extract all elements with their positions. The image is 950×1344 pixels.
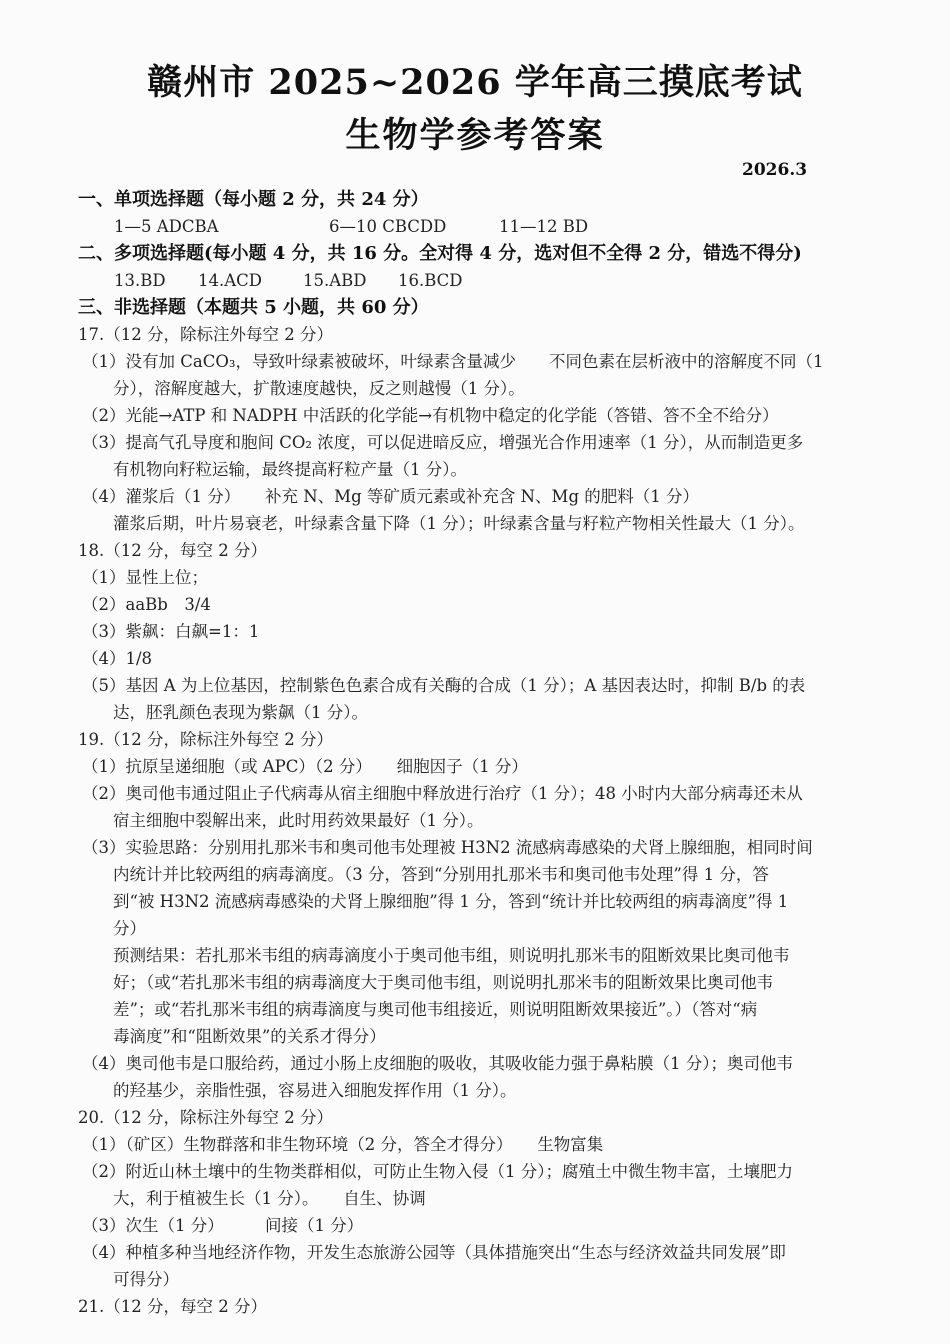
answer-line: （3）提高气孔导度和胞间 CO₂ 浓度，可以促进暗反应，增强光合作用速率（1 分），从而制造更多 bbox=[82, 433, 804, 452]
answer-line: （2）附近山林土壤中的生物类群相似，可防止生物入侵（1 分）；腐殖土中微生物丰富，土壤肥力 bbox=[82, 1162, 793, 1181]
answer-line: 有机物向籽粒运输，最终提高籽粒产量（1 分）。 bbox=[113, 460, 467, 479]
answer-line: （1）显性上位； bbox=[82, 568, 208, 587]
document-body bbox=[78, 186, 878, 1320]
answer-line: （3）紫飙：白飙=1：1 bbox=[82, 622, 260, 641]
answer-line: （1）（矿区）生物群落和非生物环境（2 分，答全才得分） 生物富集 bbox=[82, 1135, 604, 1154]
answer-line: （5）基因 A 为上位基因，控制紫色色素合成有关酶的合成（1 分）；A 基因表达时，抑制 B/b 的表 bbox=[82, 676, 806, 695]
answer-line: （1）抗原呈递细胞（或 APC）（2 分） 细胞因子（1 分） bbox=[82, 757, 528, 776]
answer-line: （4）奥司他韦是口服给药，通过小肠上皮细胞的吸收，其吸收能力强于鼻粘膜（1 分）；奥司他韦 bbox=[82, 1054, 793, 1073]
answer-group: 6—10 CBCDD bbox=[329, 217, 447, 236]
answer-line: （4）1/8 bbox=[82, 649, 153, 668]
answer-line: （4）灌浆后（1 分） 补充 N、Mg 等矿质元素或补充含 N、Mg 的肥料（1 分） bbox=[82, 487, 700, 506]
answer-line: 到“被 H3N2 流感病毒感染的犬肾上腺细胞”得 1 分，答到“统计并比较两组的病毒滴度”得 1 bbox=[113, 892, 789, 911]
question-21-header: 21.（12 分，每空 2 分） bbox=[78, 1297, 267, 1316]
answer-line: （1）没有加 CaCO₃，导致叶绿素被破坏，叶绿素含量减少 不同色素在层析液中的溶解度不同（1 bbox=[82, 352, 824, 371]
answer-group: 13.BD bbox=[114, 271, 166, 290]
answer-line: 分），溶解度越大，扩散速度越快，反之则越慢（1 分）。 bbox=[113, 379, 525, 398]
answer-line: 可得分） bbox=[113, 1270, 179, 1289]
section-2-answers bbox=[78, 267, 878, 294]
answer-line: 内统计并比较两组的病毒滴度。（3 分，答到“分别用扎那米韦和奥司他韦处理”得 1 分，答 bbox=[113, 865, 769, 884]
answer-line: 宿主细胞中裂解出来，此时用药效果最好（1 分）。 bbox=[113, 811, 484, 830]
question-20-header: 20.（12 分，除标注外每空 2 分） bbox=[78, 1108, 333, 1127]
answer-line: （3）次生（1 分） 间接（1 分） bbox=[82, 1216, 364, 1235]
answer-line: （3）实验思路：分别用扎那米韦和奥司他韦处理被 H3N2 流感病毒感染的犬肾上腺细胞，相同时间 bbox=[82, 838, 813, 857]
question-17-header: 17.（12 分，除标注外每空 2 分） bbox=[78, 325, 333, 344]
answer-group: 11—12 BD bbox=[499, 217, 589, 236]
answer-line: （2）光能→ATP 和 NADPH 中活跃的化学能→有机物中稳定的化学能（答错、答不全不给分） bbox=[82, 406, 779, 425]
document-title: 赣州市 2025~2026 学年高三摸底考试 bbox=[147, 62, 803, 103]
section-3-heading: 三、非选择题（本题共 5 小题，共 60 分） bbox=[78, 297, 429, 318]
answer-line: 分） bbox=[113, 919, 146, 938]
answer-line: 大，利于植被生长（1 分）。 自生、协调 bbox=[113, 1189, 426, 1208]
question-18-header: 18.（12 分，每空 2 分） bbox=[78, 541, 267, 560]
answer-line: （4）种植多种当地经济作物，开发生态旅游公园等（具体措施突出“生态与经济效益共同发展”即 bbox=[82, 1243, 786, 1262]
section-2-heading: 二、多项选择题(每小题 4 分，共 16 分。全对得 4 分，选对但不全得 2 分，错选不得分) bbox=[78, 243, 802, 264]
answer-line: 差”；或“若扎那米韦组的病毒滴度与奥司他韦组接近，则说明阻断效果接近”。）（答对“病 bbox=[113, 1000, 758, 1019]
answer-line: （2）奥司他韦通过阻止子代病毒从宿主细胞中释放进行治疗（1 分）；48 小时内大部分病毒还未从 bbox=[82, 784, 803, 803]
document-date: 2026.3 bbox=[742, 160, 808, 180]
question-19-header: 19.（12 分，除标注外每空 2 分） bbox=[78, 730, 333, 749]
answer-line: 好；（或“若扎那米韦组的病毒滴度大于奥司他韦组，则说明扎那米韦的阻断效果比奥司他韦 bbox=[113, 973, 774, 992]
answer-line: 预测结果：若扎那米韦组的病毒滴度小于奥司他韦组，则说明扎那米韦的阻断效果比奥司他韦 bbox=[113, 946, 790, 965]
answer-group: 14.ACD bbox=[198, 271, 263, 290]
answer-line: 毒滴度”和“阻断效果”的关系才得分） bbox=[113, 1027, 386, 1046]
answer-group: 16.BCD bbox=[398, 271, 463, 290]
answer-line: 达，胚乳颜色表现为紫飙（1 分）。 bbox=[113, 703, 368, 722]
answer-line: 的羟基少，亲脂性强，容易进入细胞发挥作用（1 分）。 bbox=[113, 1081, 517, 1100]
document-subtitle: 生物学参考答案 bbox=[345, 115, 605, 156]
answer-group: 1—5 ADCBA bbox=[114, 217, 219, 236]
answer-line: 灌浆后期，叶片易衰老，叶绿素含量下降（1 分）；叶绿素含量与籽粒产物相关性最大（1 分）。 bbox=[113, 514, 805, 533]
section-1-answers bbox=[78, 213, 878, 240]
section-1-heading: 一、单项选择题（每小题 2 分，共 24 分） bbox=[78, 189, 429, 210]
answer-group: 15.ABD bbox=[303, 271, 367, 290]
answer-line: （2）aaBb 3/4 bbox=[82, 595, 211, 614]
